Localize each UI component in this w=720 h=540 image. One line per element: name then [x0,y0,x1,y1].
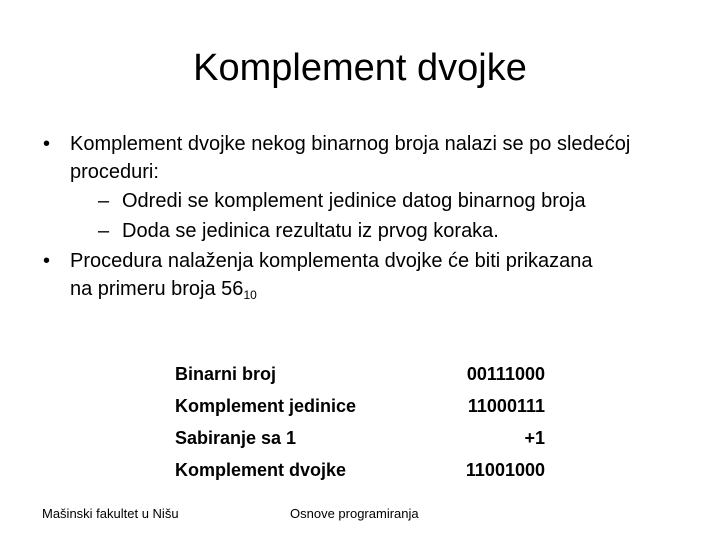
footer-course: Osnove programiranja [290,506,419,521]
bullet-list [0,130,720,303]
row-label: Komplement jedinice [175,396,357,416]
bullet-text-line2: na primeru broja 56 [70,278,244,300]
bullet-marker: • [43,133,51,155]
bullet-item [0,130,720,186]
sub-bullet-item [0,186,720,216]
sub-bullet-marker: – [98,190,110,212]
sub-bullet-item [0,216,720,246]
slide-title: Komplement dvojke [193,47,527,89]
row-label: Binarni broj [175,364,277,384]
sub-bullet-text: Odredi se komplement jedinice datog binarnog broja [122,190,586,212]
bullet-item [0,247,720,303]
base-subscript: 10 [243,288,257,302]
row-value: 11000111 [467,396,545,416]
row-label: Komplement dvojke [175,460,347,480]
bullet-marker: • [43,250,51,272]
bullet-text: Komplement dvojke nekog binarnog broja nalazi se po sledećoj proceduri: [70,133,631,183]
sub-bullet-text: Doda se jedinica rezultatu iz prvog koraka. [122,220,499,242]
footer-institution: Mašinski fakultet u Nišu [42,506,179,521]
sub-bullet-marker: – [98,220,110,242]
row-value: 11001000 [465,460,545,480]
row-value: +1 [524,428,545,448]
table-row [175,364,545,396]
table-row [175,460,545,492]
bullet-text-line1: Procedura nalaženja komplementa dvojke će biti prikazana [70,250,593,272]
row-value: 00111000 [466,364,545,384]
table-row [175,428,545,460]
row-label: Sabiranje sa 1 [175,428,297,448]
table-row [175,396,545,428]
complement-table [175,364,545,492]
